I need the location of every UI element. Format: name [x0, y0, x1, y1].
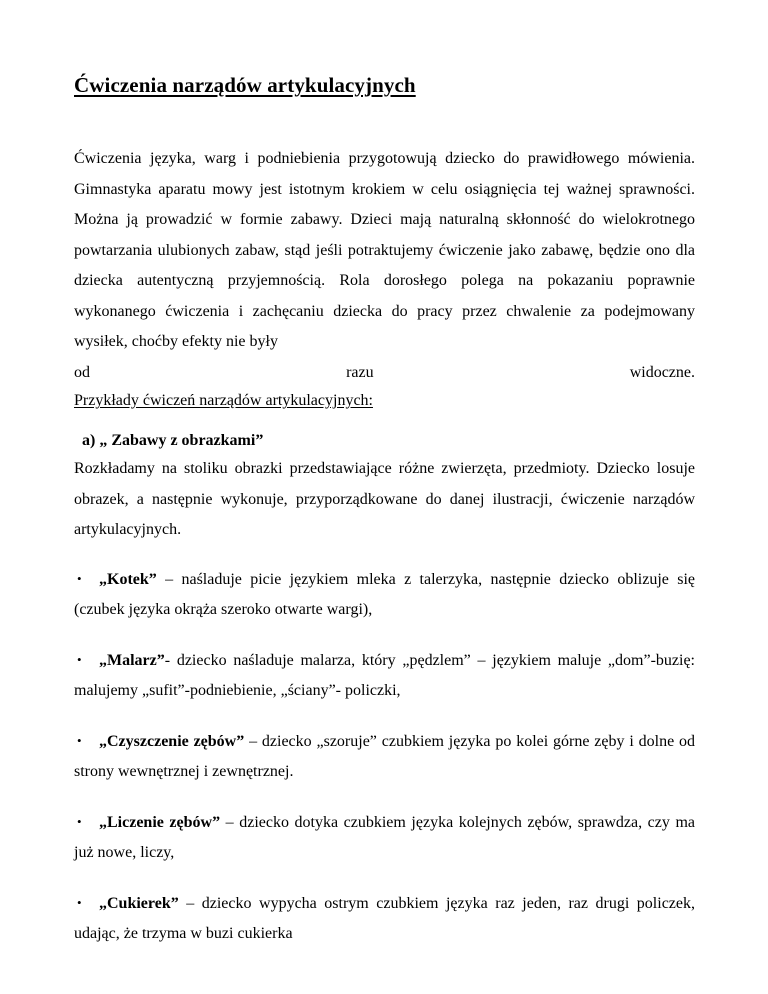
exercise-item: [74, 645, 695, 706]
exercise-item: [74, 726, 695, 787]
section-title: a) „ Zabawy z obrazkami”: [82, 432, 264, 449]
exercise-name: „Liczenie zębów”: [99, 814, 221, 831]
bullet-icon: •: [77, 571, 82, 586]
exercise-item: [74, 564, 695, 625]
exercise-text: – dziecko „szoruje” czubkiem języka po kolei górne zęby i dolne od strony wewnętrznej i zewnętrznej.: [74, 733, 696, 780]
section-description: Rozkładamy na stoliku obrazki przedstawiające różne zwierzęta, przedmioty. Dziecko losuje obrazek, a następnie wykonuje, przyporządkowane do danej ilustracji, ćwiczenie narządów artykulacyjnych.: [74, 460, 695, 538]
page-title: Ćwiczenia narządów artykulacyjnych: [74, 73, 416, 97]
exercise-name: „Cukierek”: [99, 895, 179, 912]
examples-heading: Przykłady ćwiczeń narządów artykulacyjnych:: [74, 392, 373, 409]
bullet-icon: •: [77, 733, 82, 748]
exercise-text: - dziecko naśladuje malarza, który „pędzlem” – językiem maluje „dom”-buzię: malujemy „sufit”-podniebienie, „ściany”- policzki,: [74, 652, 695, 699]
bullet-icon: •: [77, 652, 82, 667]
exercise-name: „Kotek”: [99, 571, 157, 588]
exercise-name: „Malarz”: [99, 652, 165, 669]
intro-paragraph: [74, 144, 695, 388]
exercise-item: [74, 888, 695, 949]
intro-last-line: od razu widoczne.: [74, 363, 695, 381]
exercise-item: [74, 807, 695, 868]
exercise-name: „Czyszczenie zębów”: [99, 733, 245, 750]
exercise-text: – dziecko dotyka czubkiem języka kolejnych zębów, sprawdza, czy ma już nowe, liczy,: [74, 814, 695, 861]
exercise-text: – dziecko wypycha ostrym czubkiem języka raz jeden, raz drugi policzek, udając, że trzyma w buzi cukierka: [74, 895, 695, 942]
bullet-icon: •: [77, 814, 82, 829]
intro-text: Ćwiczenia języka, warg i podniebienia przygotowują dziecko do prawidłowego mówienia. Gimnastyka aparatu mowy jest istotnym krokiem w celu osiągnięcia tej ważnej sprawności. Można ją prowadzić w formie zabawy. Dzieci mają naturalną skłonność do wielokrotnego powtarzania ulubionych zabaw, stąd jeśli potraktujemy ćwiczenie jako zabawę, będzie ono dla dziecka autentyczną przyjemnością. Rola dorosłego polega na pokazaniu poprawnie wykonanego ćwiczenia i zachęcaniu dziecka do pracy przez chwalenie za podejmowany wysiłek, choćby efekty nie były: [74, 150, 695, 350]
exercise-text: – naśladuje picie językiem mleka z talerzyka, następnie dziecko oblizuje się (czubek języka okrąża szeroko otwarte wargi),: [74, 571, 695, 618]
exercise-list: [74, 564, 695, 969]
bullet-icon: •: [77, 895, 82, 910]
